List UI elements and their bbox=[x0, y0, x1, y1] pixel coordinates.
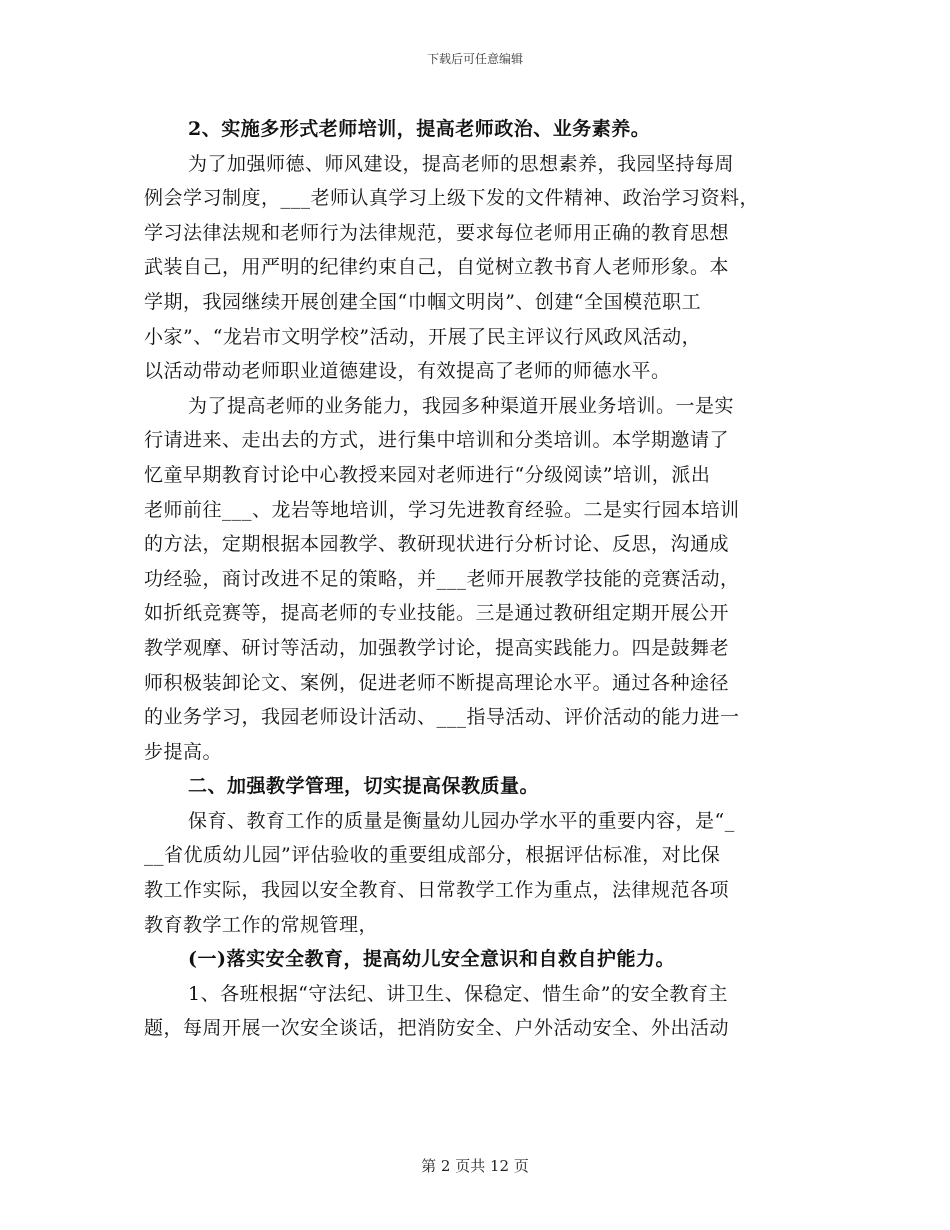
body-text-line: 武装自己，用严明的纪律约束自己，自觉树立教书育人老师形象。本 bbox=[144, 256, 730, 279]
body-text-line: 小家”、“龙岩市文明学校”活动，开展了民主评议行风政风活动， bbox=[144, 325, 702, 348]
body-text-line: __省优质幼儿园”评估验收的重要组成部分，根据评估标准，对比保 bbox=[144, 844, 721, 867]
body-text-line: 保育、教育工作的质量是衡量幼儿园办学水平的重要内容，是“_ bbox=[188, 809, 735, 832]
document-body bbox=[144, 112, 812, 1046]
body-text-line: 师积极装卸论文、案例，促进老师不断提高理论水平。通过各种途径 bbox=[144, 671, 730, 694]
body-text-line: 教工作实际，我园以安全教育、日常教学工作为重点，法律规范各项 bbox=[144, 879, 730, 902]
body-text-line: 为了加强师德、师风建设，提高老师的思想素养，我园坚持每周 bbox=[188, 152, 735, 175]
page-number: 第 2 页共 12 页 bbox=[421, 1157, 529, 1175]
body-text-line: 为了提高老师的业务能力，我园多种渠道开展业务培训。一是实 bbox=[188, 394, 735, 417]
section-heading-line: 二、加强教学管理，切实提高保教质量。 bbox=[188, 775, 540, 798]
page-header-note: 下载后可任意编辑 bbox=[426, 52, 523, 66]
body-text-line: 老师前往___、龙岩等地培训，学习先进教育经验。二是实行园本培训 bbox=[144, 498, 740, 521]
body-text-line: 行请进来、走出去的方式，进行集中培训和分类培训。本学期邀请了 bbox=[144, 429, 730, 452]
body-text-line: 忆童早期教育讨论中心教授来园对老师进行“分级阅读”培训，派出 bbox=[144, 463, 711, 486]
body-text-line: 学习法律法规和老师行为法律规范，要求每位老师用正确的教育思想 bbox=[144, 221, 730, 244]
body-text-line: 的业务学习，我园老师设计活动、___指导活动、评价活动的能力进一 bbox=[144, 706, 740, 729]
body-text-line: 学期，我园继续开展创建全国“巾帼文明岗”、创建“全国模范职工 bbox=[144, 290, 702, 313]
section-heading-line: 2、实施多形式老师培训，提高老师政治、业务素养。 bbox=[188, 118, 651, 140]
body-text-line: 如折纸竞赛等，提高老师的专业技能。三是通过教研组定期开展公开 bbox=[144, 602, 730, 625]
body-text-line: 功经验，商讨改进不足的策略，并___老师开展教学技能的竞赛活动， bbox=[144, 567, 740, 590]
body-text-line: 题，每周开展一次安全谈话，把消防安全、户外活动安全、外出活动 bbox=[144, 1017, 730, 1040]
body-text-line: 1、各班根据“守法纪、讲卫生、保稳定、惜生命”的安全教育主 bbox=[188, 982, 729, 1005]
body-text-line: 以活动带动老师职业道德建设，有效提高了老师的师德水平。 bbox=[144, 360, 671, 383]
body-text-line: 的方法，定期根据本园教学、教研现状进行分析讨论、反思，沟通成 bbox=[144, 533, 730, 556]
body-text-line: 教学观摩、研讨等活动，加强教学讨论，提高实践能力。四是鼓舞老 bbox=[144, 636, 730, 659]
body-text-line: 教育教学工作的常规管理， bbox=[144, 913, 379, 936]
body-text-line: 步提高。 bbox=[144, 740, 223, 763]
body-text-line: 例会学习制度，___老师认真学习上级下发的文件精神、政治学习资料， bbox=[144, 187, 760, 210]
section-heading-line: (一)落实安全教育，提高幼儿安全意识和自救自护能力。 bbox=[188, 948, 675, 971]
